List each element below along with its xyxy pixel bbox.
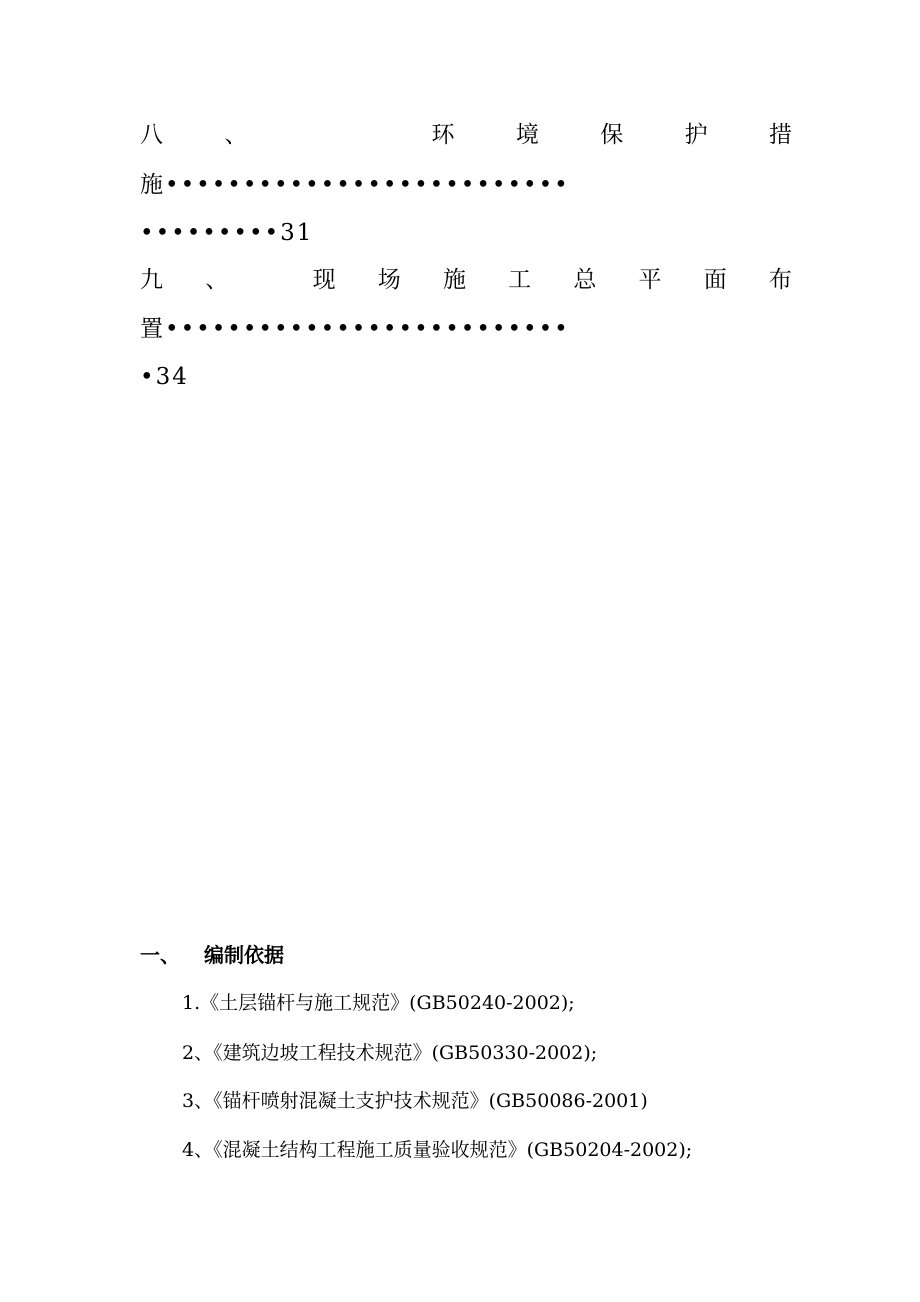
toc-char: 现	[312, 267, 336, 293]
toc-char: 布	[768, 267, 792, 293]
reference-item: 1.《土层锚杆与施工规范》(GB50240-2002);	[182, 992, 575, 1014]
toc-entry-9-page: •34	[140, 364, 189, 390]
toc-char: 总	[573, 267, 597, 293]
reference-item: 3、《锚杆喷射混凝土支护技术规范》(GB50086-2001)	[182, 1090, 648, 1112]
toc-char: 工	[508, 267, 532, 293]
reference-item: 2、《建筑边坡工程技术规范》(GB50330-2002);	[182, 1042, 598, 1064]
toc-char: 平	[638, 267, 662, 293]
toc-char: 施	[442, 267, 466, 293]
reference-item: 4、《混凝土结构工程施工质量验收规范》(GB50204-2002);	[182, 1139, 693, 1161]
toc-char: 措	[769, 122, 792, 148]
toc-entry-8-leader: 施••••••••••••••••••••••••••	[140, 172, 570, 198]
toc-char: 环	[431, 122, 455, 148]
toc-entry-8-page: •••••••••31	[140, 220, 314, 246]
toc-char: 八	[140, 122, 163, 148]
toc-char: 境	[515, 122, 539, 148]
toc-char: 、	[224, 122, 248, 148]
toc-entry-9-leader: 置••••••••••••••••••••••••••	[140, 316, 570, 342]
toc-char: 护	[684, 122, 708, 148]
section-title: 编制依据	[204, 943, 284, 967]
toc-char: 、	[205, 267, 229, 293]
toc-char: 保	[600, 122, 624, 148]
toc-char: 面	[703, 267, 727, 293]
toc-entry-9-title	[140, 265, 792, 295]
toc-char: 九	[140, 267, 163, 293]
toc-char: 场	[377, 267, 401, 293]
section-number: 一、	[140, 943, 180, 967]
toc-entry-8-title	[140, 120, 792, 150]
section-heading	[140, 940, 284, 970]
